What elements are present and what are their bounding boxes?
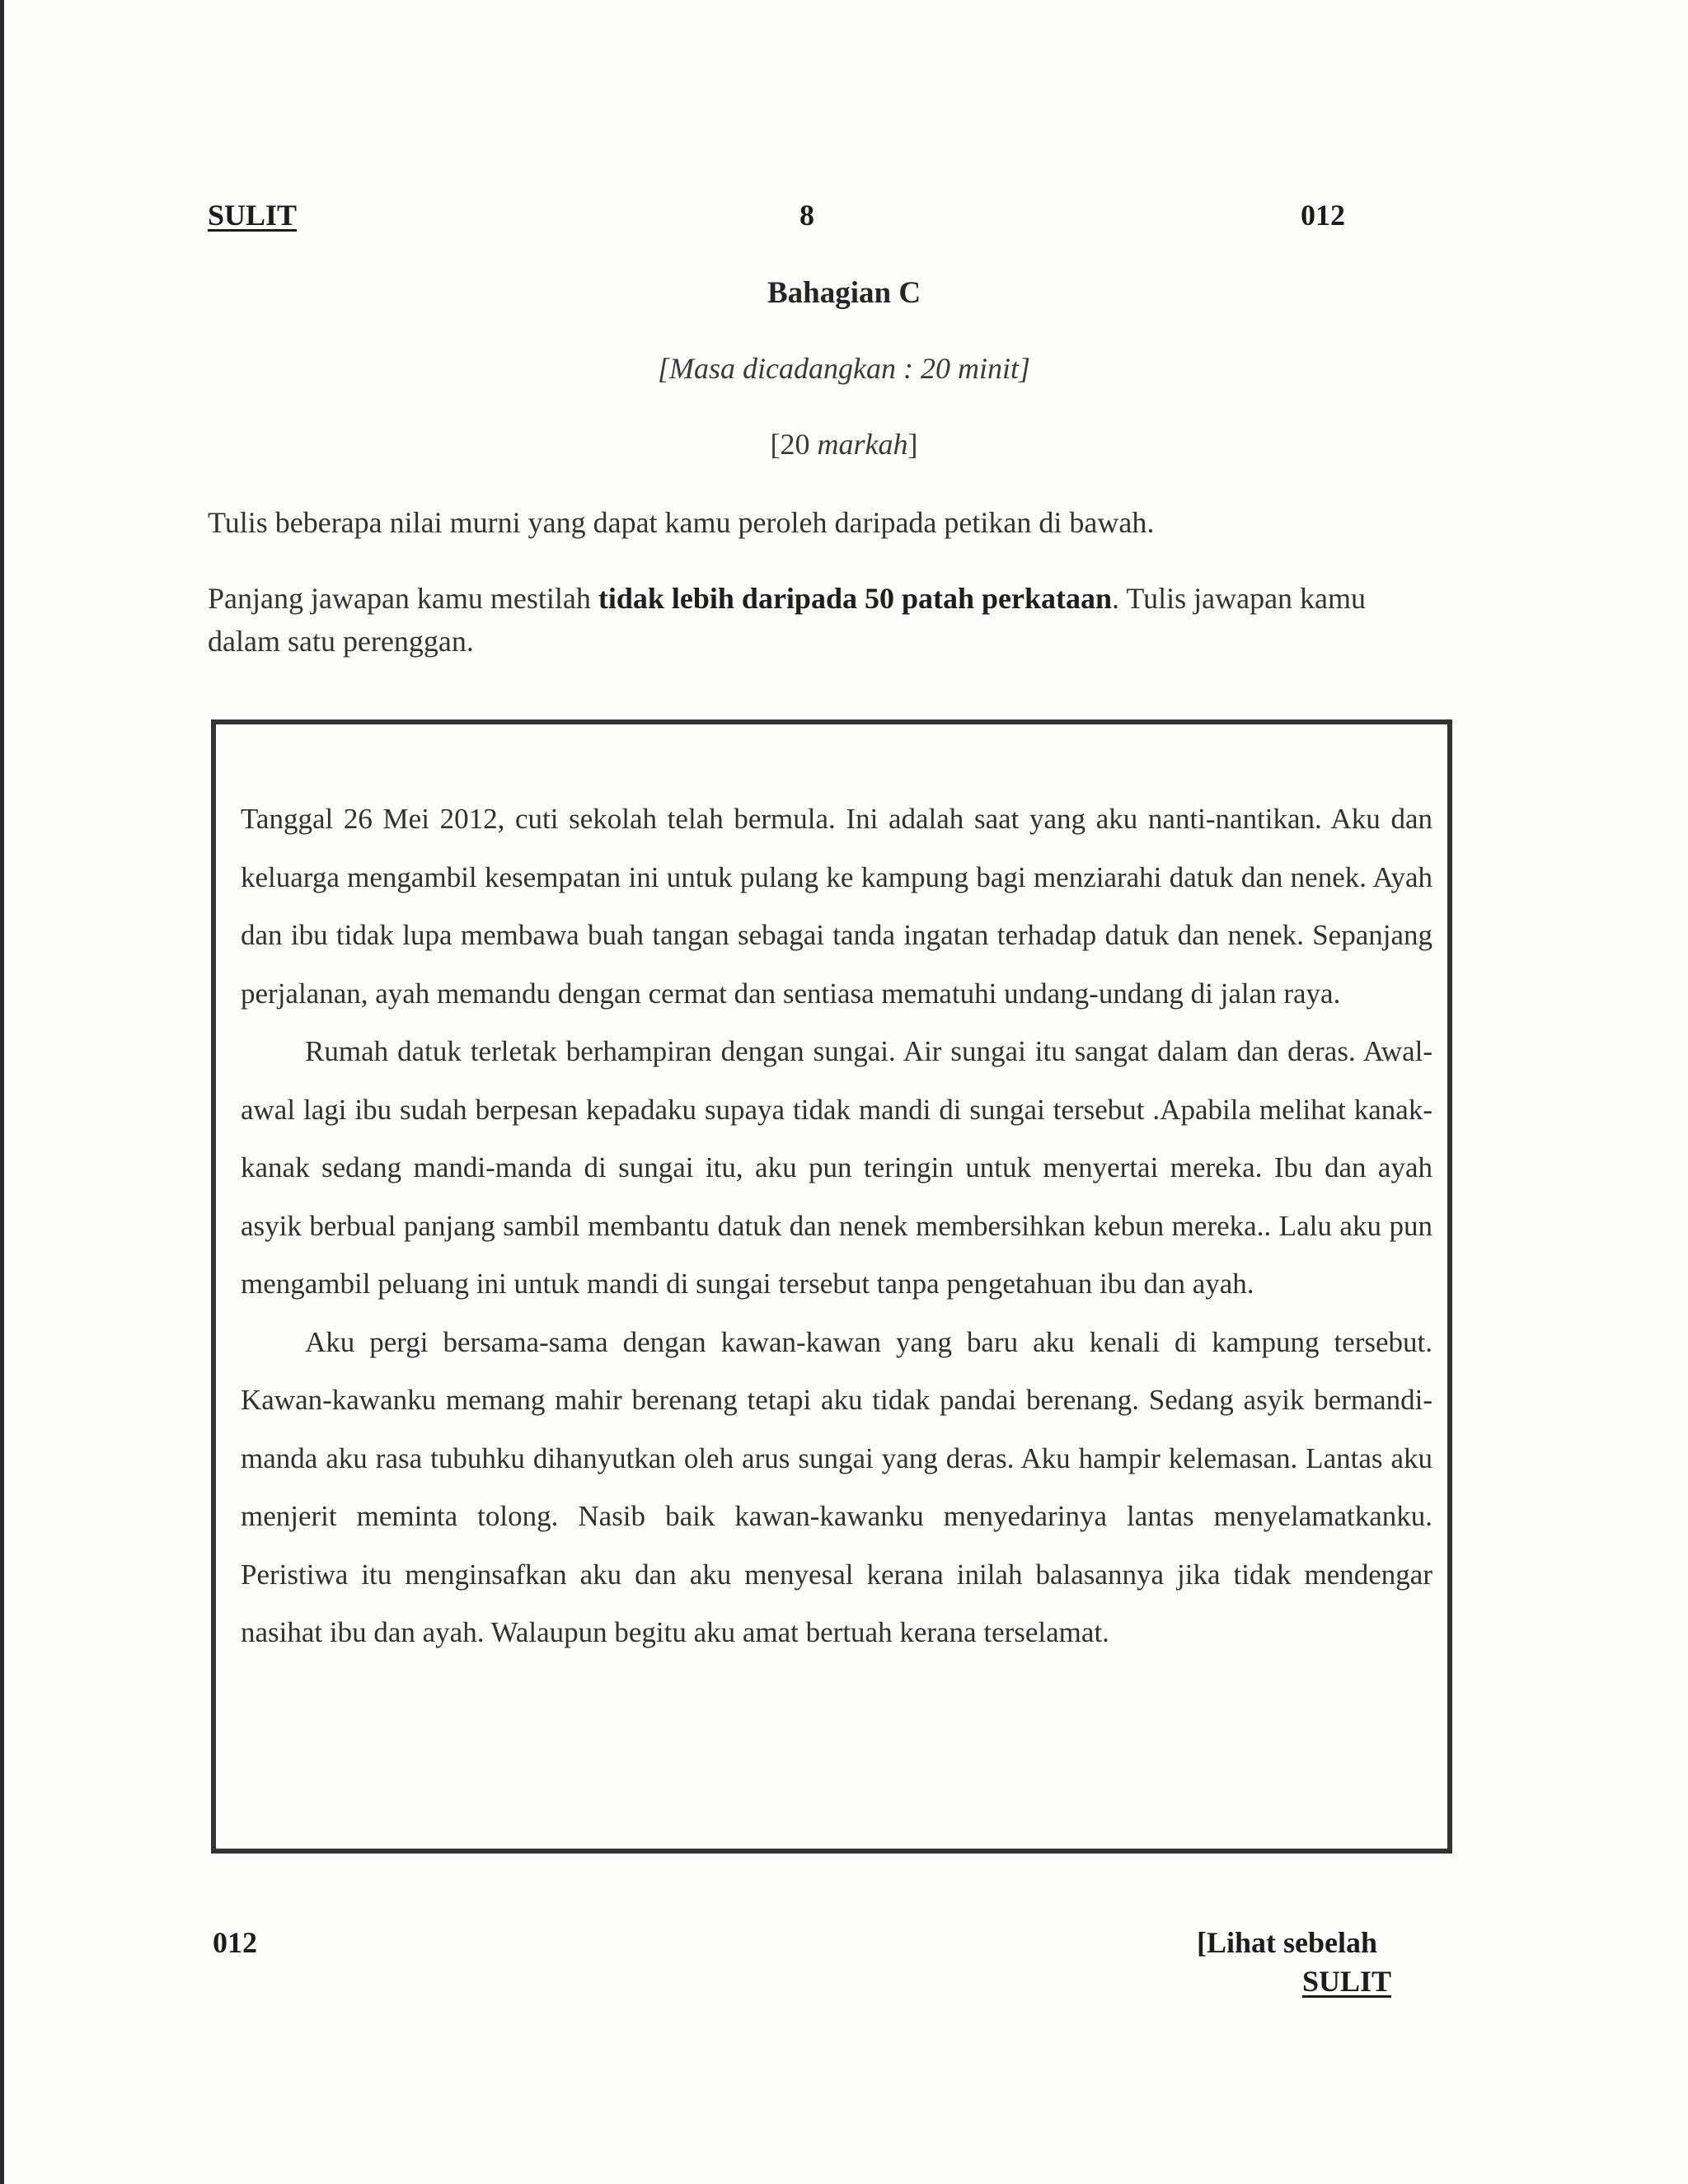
marks-allocation bbox=[0, 427, 1688, 462]
instruction-length bbox=[208, 577, 1419, 663]
instruction-length-post: . Tulis jawapan kamu dalam satu perenggan. bbox=[208, 582, 1367, 658]
classification-label: SULIT bbox=[208, 199, 298, 232]
page-number: 8 bbox=[799, 199, 814, 232]
passage-paragraph-1: Tanggal 26 Mei 2012, cuti sekolah telah bermula. Ini adalah saat yang aku nanti-nantikan. Aku dan keluarga mengambil kesempatan ini untuk pulang ke kampung bagi menziarahi datuk dan nenek. Ayah dan ibu tidak lupa membawa buah tangan sebagai tanda ingatan terhadap datuk dan nenek. Sepanjang perjalanan, ayah memandu dengan cermat dan sentiasa mematuhi undang-undang di jalan raya. bbox=[241, 803, 1432, 1010]
suggested-time: [Masa dicadangkan : 20 minit] bbox=[658, 352, 1030, 385]
marks-open: [20 bbox=[770, 428, 818, 461]
footer-paper-code: 012 bbox=[213, 1926, 257, 1959]
paper-code: 012 bbox=[1301, 199, 1345, 232]
passage-paragraph-3: Aku pergi bersama-sama dengan kawan-kawan yang baru aku kenali di kampung tersebut. Kawan-kawanku memang mahir berenang tetapi aku tidak pandai berenang. Sedang asyik bermandi-manda aku rasa tubuhku dihanyutkan oleh arus sungai yang deras. Aku hampir kelemasan. Lantas aku menjerit meminta tolong. Nasib baik kawan-kawanku menyedarinya lantas menyelamatkanku. Peristiwa itu menginsafkan aku dan aku menyesal kerana inilah balasannya jika tidak mendengar nasihat ibu dan ayah. Walaupun begitu aku amat bertuah kerana terselamat. bbox=[241, 1325, 1432, 1648]
instruction-values: Tulis beberapa nilai murni yang dapat kamu peroleh daripada petikan di bawah. bbox=[208, 506, 1155, 539]
footer-classification: SULIT bbox=[1302, 1965, 1392, 1998]
section-title: Bahagian C bbox=[767, 276, 921, 310]
footer-see-next: [Lihat sebelah bbox=[1197, 1926, 1378, 1959]
passage-text bbox=[241, 790, 1432, 1662]
passage-paragraph-2: Rumah datuk terletak berhampiran dengan sungai. Air sungai itu sangat dalam dan deras. Awal-awal lagi ibu sudah berpesan kepadaku supaya tidak mandi di sungai tersebut .Apabila melihat kanak-kanak sedang mandi-manda di sungai itu, aku pun teringin untuk menyertai mereka. Ibu dan ayah asyik berbual panjang sambil membantu datuk dan nenek membersihkan kebun mereka.. Lalu aku pun mengambil peluang ini untuk mandi di sungai tersebut tanpa pengetahuan ibu dan ayah. bbox=[241, 1035, 1432, 1300]
marks-close: ] bbox=[907, 428, 918, 461]
marks-word: markah bbox=[817, 428, 908, 461]
scan-edge bbox=[0, 0, 4, 2184]
instruction-length-pre: Panjang jawapan kamu mestilah bbox=[208, 582, 598, 615]
instruction-word-limit: tidak lebih daripada 50 patah perkataan bbox=[598, 582, 1113, 615]
passage-box bbox=[211, 719, 1452, 1854]
